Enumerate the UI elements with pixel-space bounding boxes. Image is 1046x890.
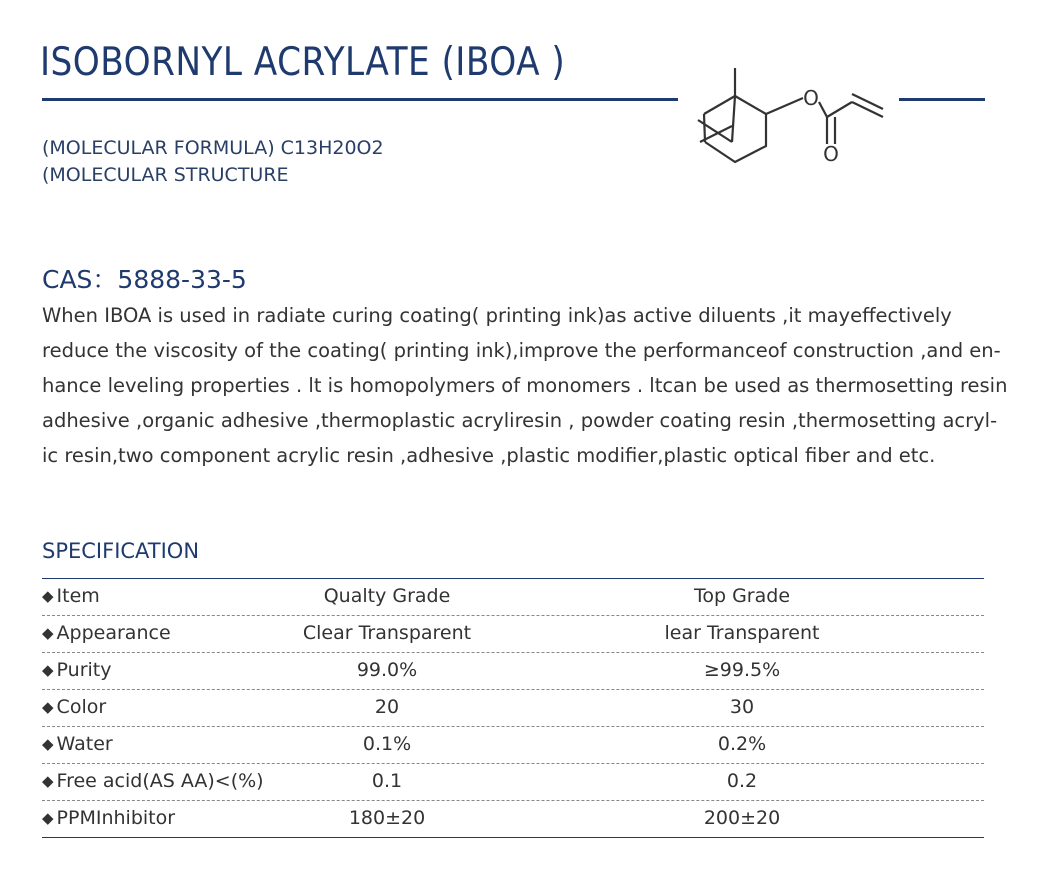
column-header-top-grade: Top Grade bbox=[693, 585, 791, 607]
table-row bbox=[42, 690, 984, 727]
description-line: When IBOA is used in radiate curing coating( printing ink)as active diluents ,it mayeffectively bbox=[42, 304, 952, 327]
diamond-bullet-icon: ◆ bbox=[42, 735, 54, 753]
quality-grade-value: 0.1 bbox=[371, 770, 403, 792]
row-item-label: Appearance bbox=[56, 622, 171, 644]
quality-grade-value: 20 bbox=[374, 696, 400, 718]
molecular-structure-diagram bbox=[690, 58, 890, 168]
table-row bbox=[42, 727, 984, 764]
table-row bbox=[42, 653, 984, 690]
table-row bbox=[42, 801, 984, 838]
carbonyl-oxygen-label: O bbox=[823, 142, 839, 166]
cas-number: CAS：5888-33-5 bbox=[42, 265, 247, 294]
row-item-label: Purity bbox=[56, 659, 112, 681]
row-item-label: Water bbox=[56, 733, 113, 755]
row-item-label: Color bbox=[56, 696, 107, 718]
table-header-row bbox=[42, 579, 984, 616]
title-underline-right bbox=[899, 98, 985, 101]
description-line: adhesive ,organic adhesive ,thermoplastic acryliresin , powder coating resin ,thermosetting acryl- bbox=[42, 409, 998, 432]
diamond-bullet-icon: ◆ bbox=[42, 809, 54, 827]
description-line: hance leveling properties . lt is homopolymers of monomers . ltcan be used as thermosetting resin bbox=[42, 374, 1008, 397]
quality-grade-value: 180±20 bbox=[348, 807, 426, 829]
page-title: ISOBORNYL ACRYLATE (IBOA ) bbox=[40, 40, 566, 85]
description bbox=[42, 298, 1008, 473]
top-grade-value: 0.2% bbox=[717, 733, 767, 755]
description-line: reduce the viscosity of the coating( printing ink),improve the performanceof construction ,and en- bbox=[42, 339, 1001, 362]
column-header-item: Item bbox=[56, 585, 100, 607]
row-item-label: Free acid(AS AA)<(%) bbox=[56, 770, 264, 792]
specification-table bbox=[42, 578, 984, 838]
quality-grade-value: 99.0% bbox=[356, 659, 418, 681]
specification-heading: SPECIFICATION bbox=[42, 539, 200, 563]
diamond-bullet-icon: ◆ bbox=[42, 698, 54, 716]
molecular-formula: (MOLECULAR FORMULA) C13H20O2 bbox=[42, 137, 384, 159]
top-grade-value: ≥99.5% bbox=[703, 659, 781, 681]
description-line: ic resin,two component acrylic resin ,adhesive ,plastic modifier,plastic optical fiber and etc. bbox=[42, 444, 936, 467]
top-grade-value: lear Transparent bbox=[664, 622, 820, 644]
table-row bbox=[42, 764, 984, 801]
title-underline-left bbox=[42, 98, 678, 101]
diamond-bullet-icon: ◆ bbox=[42, 661, 54, 679]
top-grade-value: 0.2 bbox=[726, 770, 758, 792]
top-grade-value: 30 bbox=[729, 696, 755, 718]
top-grade-value: 200±20 bbox=[703, 807, 781, 829]
quality-grade-value: Clear Transparent bbox=[302, 622, 472, 644]
row-item-label: PPMInhibitor bbox=[56, 807, 176, 829]
ester-oxygen-label: O bbox=[803, 86, 819, 110]
column-header-quality-grade: Qualty Grade bbox=[323, 585, 451, 607]
quality-grade-value: 0.1% bbox=[362, 733, 412, 755]
diamond-bullet-icon: ◆ bbox=[42, 587, 54, 605]
diamond-bullet-icon: ◆ bbox=[42, 624, 54, 642]
molecular-structure-label: (MOLECULAR STRUCTURE bbox=[42, 164, 289, 186]
diamond-bullet-icon: ◆ bbox=[42, 772, 54, 790]
table-row bbox=[42, 616, 984, 653]
